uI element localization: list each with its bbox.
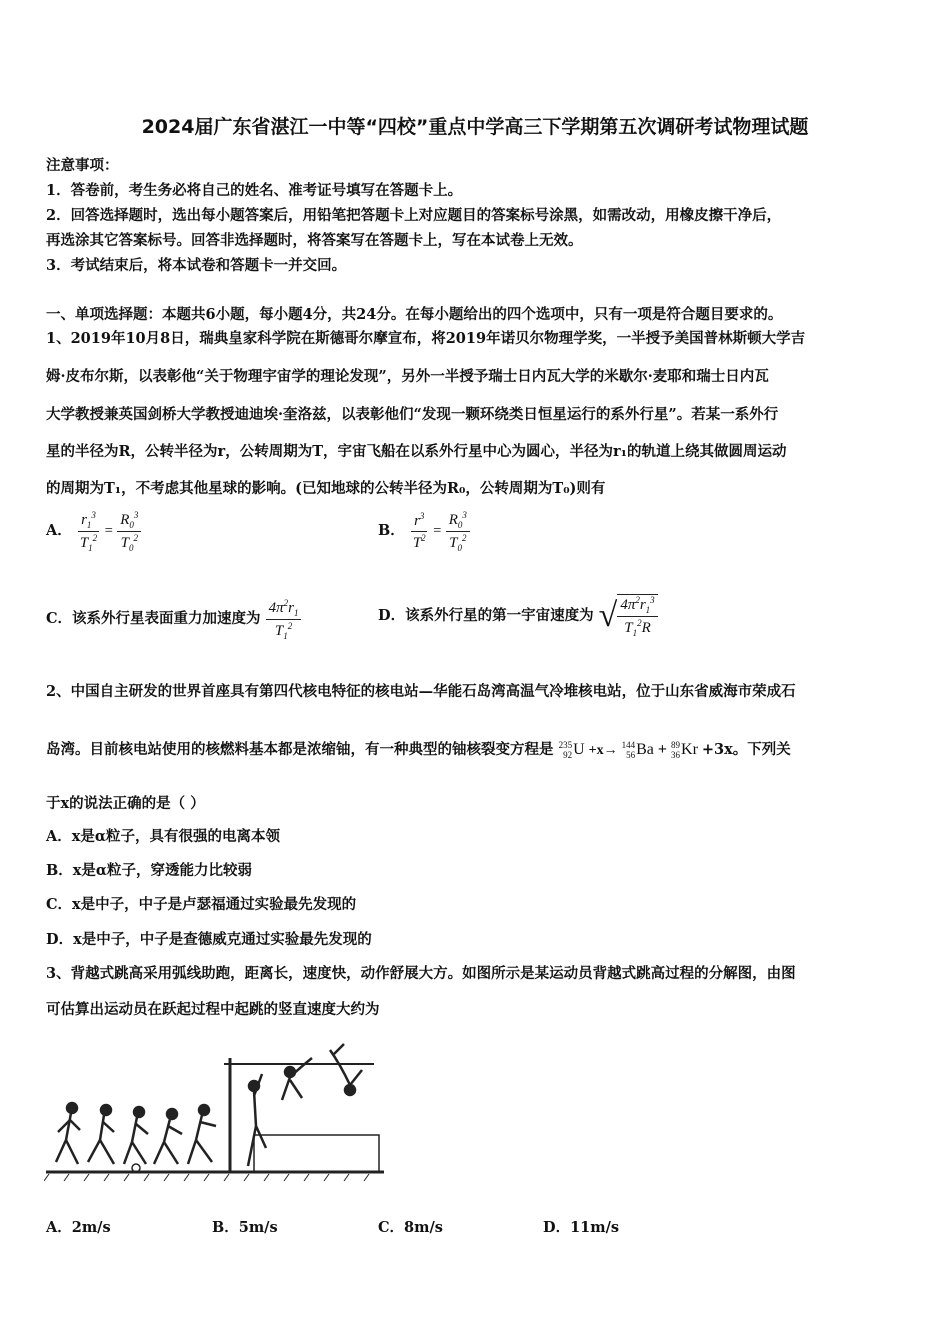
q3-option-c[interactable]: C．8m/s (378, 1219, 443, 1236)
q2-option-a[interactable]: A．x是α粒子，具有很强的电离本领 (46, 828, 281, 845)
q2-option-c[interactable]: C．x是中子，中子是卢瑟福通过实验最先发现的 (46, 896, 357, 913)
fission-equation: 235 92 U +x→ 144 56 Ba + 89 36 Kr (558, 740, 702, 761)
q3-option-a[interactable]: A．2m/s (46, 1219, 111, 1236)
formula: $\frac{r_1^3}{T_1^2}$ = $\frac{R_0^3}{T_0^2}$ (77, 523, 142, 539)
formula: √ $\frac{4\pi^2r_1^3}{T_1^2R}$ (599, 594, 658, 638)
formula: $\frac{4\pi^2r_1}{T_1^2}$ (266, 611, 302, 627)
section-heading: 一、单项选择题：本题共6小题，每小题4分，共24分。在每小题给出的四个选项中，只有一项是符合题目要求的。 (46, 306, 783, 323)
option-label: C．该系外行星表面重力加速度为 (46, 609, 261, 627)
q2-text-part: 岛湾。目前核电站使用的核燃料基本都是浓缩铀，有一种典型的铀核裂变方程是 (46, 741, 554, 758)
exam-title: 2024届广东省湛江一中等“四校”重点中学高三下学期第五次调研考试物理试题 (141, 116, 809, 138)
q1-option-d[interactable] (378, 594, 658, 638)
q1-option-c[interactable] (46, 598, 301, 641)
q1-option-a[interactable] (46, 510, 141, 553)
formula: $\frac{r^3}{T^2}$ = $\frac{R_0^3}{T_0^2}$ (410, 523, 470, 539)
q3-option-b[interactable]: B．5m/s (212, 1219, 278, 1236)
option-label: D．该系外行星的第一宇宙速度为 (378, 607, 594, 624)
q2-text (46, 738, 791, 760)
q2-text: 2、中国自主研发的世界首座具有第四代核电特征的核电站—华能石岛湾高温气冷堆核电站，位于山东省威海市荣成石 (46, 683, 796, 700)
notice-item: 再选涂其它答案标号。回答非选择题时，将答案写在答题卡上，写在本试卷上无效。 (46, 232, 583, 249)
option-label: A． (46, 521, 72, 539)
q3-option-d[interactable]: D．11m/s (543, 1219, 620, 1236)
notice-item: 3．考试结束后，将本试卷和答题卡一并交回。 (46, 257, 347, 274)
notice-item: 1．答卷前，考生务必将自己的姓名、准考证号填写在答题卡上。 (46, 182, 463, 199)
q2-option-d[interactable]: D．x是中子，中子是查德威克通过实验最先发现的 (46, 931, 372, 948)
q1-option-b[interactable] (378, 510, 470, 553)
notice-item: 2．回答选择题时，选出每小题答案后，用铅笔把答题卡上对应题目的答案标号涂黑，如需改动，用橡皮擦干净后， (46, 207, 782, 224)
high-jump-figure (44, 1040, 389, 1185)
notice-heading: 注意事项： (46, 157, 119, 174)
q1-text: 星的半径为R，公转半径为r，公转周期为T，宇宙飞船在以系外行星中心为圆心，半径为r₁的轨道上绕其做圆周运动 (46, 443, 787, 460)
q1-text: 的周期为T₁，不考虑其他星球的影响。(已知地球的公转半径为R₀，公转周期为T₀)则有 (46, 480, 606, 497)
q3-text: 可估算出运动员在跃起过程中起跳的竖直速度大约为 (46, 1001, 380, 1018)
q1-text: 姆·皮布尔斯，以表彰他“关于物理宇宙学的理论发现”，另外一半授予瑞士日内瓦大学的米歇尔·麦耶和瑞士日内瓦 (46, 368, 769, 385)
q2-text-part: +3x。下列关 (701, 741, 791, 758)
q1-text: 大学教授兼英国剑桥大学教授迪迪埃·奎洛兹，以表彰他们“发现一颗环绕类日恒星运行的系外行星”。若某一系外行 (46, 406, 779, 423)
q3-text: 3、背越式跳高采用弧线助跑，距离长，速度快，动作舒展大方。如图所示是某运动员背越式跳高过程的分解图，由图 (46, 965, 796, 982)
q2-option-b[interactable]: B．x是α粒子，穿透能力比较弱 (46, 862, 253, 879)
option-label: B． (378, 521, 405, 539)
q1-text: 1、2019年10月8日，瑞典皇家科学院在斯德哥尔摩宣布，将2019年诺贝尔物理学奖，一半授予美国普林斯顿大学吉 (46, 330, 806, 347)
q2-text: 于x的说法正确的是（ ） (46, 795, 205, 812)
